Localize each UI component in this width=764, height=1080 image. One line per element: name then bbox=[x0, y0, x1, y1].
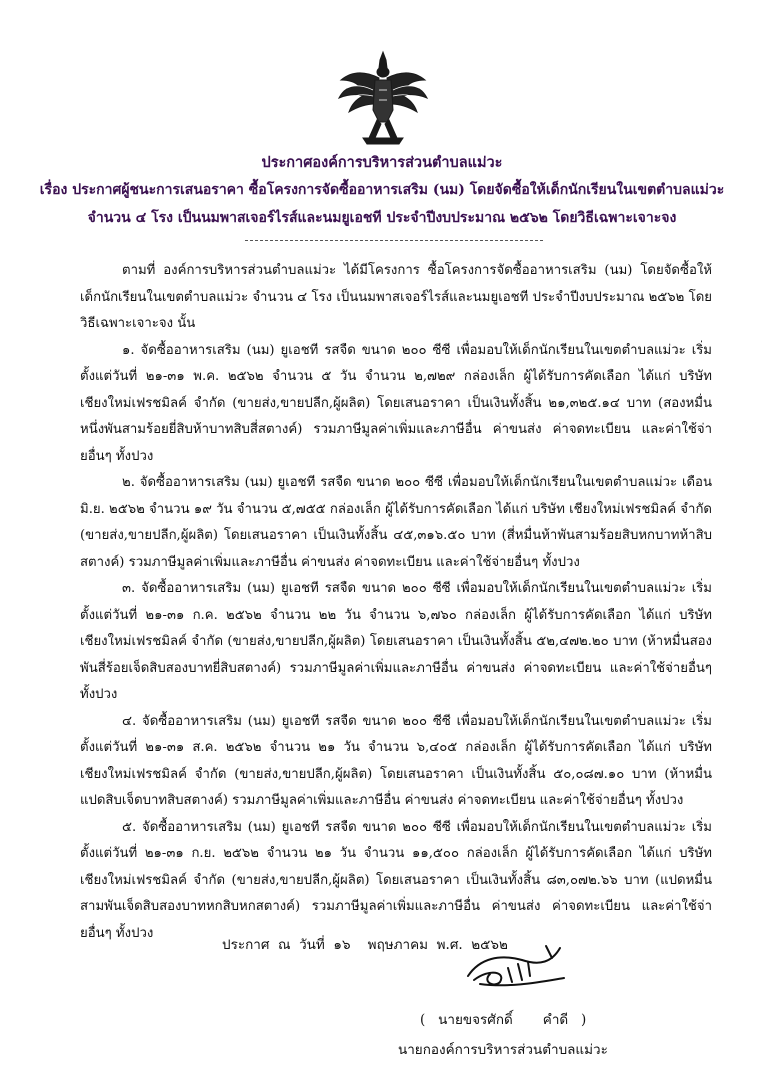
award-item-2: ๒. จัดซื้ออาหารเสริม (นม) ยูเอชที รสจืด ขนาด ๒๐๐ ซีซี เพื่อมอบให้เด็กนักเรียนในเขตตำบลแม่วะ เดือน มิ.ย. ๒๕๖๒ จำนวน ๑๙ วัน จำนวน ๕,๗๕๕ กล่องเล็ก ผู้ได้รับการคัดเลือก ได้แก่ บริษัท เชียงใหม่เฟรชมิลค์ จำกัด (ขายส่ง,ขายปลีก,ผู้ผลิต) โดยเสนอราคา เป็นเงินทั้งสิ้น ๔๕,๓๑๖.๕๐ บาท (สี่หมื่นห้าพันสามร้อยสิบหกบาทห้าสิบสตางค์) รวมภาษีมูลค่าเพิ่มและภาษีอื่น ค่าขนส่ง ค่าจดทะเบียน และค่าใช้จ่ายอื่นๆ ทั้งปวง bbox=[80, 475, 712, 570]
signer-name: ( นายขจรศักดิ์ คำดี ) bbox=[420, 1012, 587, 1028]
separator-line bbox=[245, 240, 543, 241]
announcement-heading: ประกาศองค์การบริหารส่วนตำบลแม่วะ bbox=[261, 154, 503, 171]
garuda-emblem-icon bbox=[335, 50, 431, 148]
document-body bbox=[80, 258, 712, 947]
handwritten-signature-icon bbox=[460, 938, 570, 990]
announcement-date: ประกาศ ณ วันที่ ๑๖ พฤษภาคม พ.ศ. ๒๕๖๒ bbox=[222, 937, 508, 953]
intro-paragraph: ตามที่ องค์การบริหารส่วนตำบลแม่วะ ได้มีโครงการ ซื้อโครงการจัดซื้ออาหารเสริม (นม) โดยจัดซื้อให้เด็กนักเรียนในเขตตำบลแม่วะ จำนวน ๔ โรง เป็นนมพาสเจอร์ไรส์และนมยูเอชที ประจำปีงบประมาณ ๒๕๖๒ โดยวิธีเฉพาะเจาะจง นั้น bbox=[80, 263, 712, 331]
award-item-5: ๕. จัดซื้ออาหารเสริม (นม) ยูเอชที รสจืด ขนาด ๒๐๐ ซีซี เพื่อมอบให้เด็กนักเรียนในเขตตำบลแม่วะ เริ่มตั้งแต่วันที่ ๒๑-๓๑ ก.ย. ๒๕๖๒ จำนวน ๒๑ วัน จำนวน ๑๑,๕๐๐ กล่องเล็ก ผู้ได้รับการคัดเลือก ได้แก่ บริษัท เชียงใหม่เฟรชมิลค์ จำกัด (ขายส่ง,ขายปลีก,ผู้ผลิต) โดยเสนอราคา เป็นเงินทั้งสิ้น ๘๓,๐๗๒.๖๖ บาท (แปดหมื่นสามพันเจ็ดสิบสองบาทหกสิบหกสตางค์) รวมภาษีมูลค่าเพิ่มและภาษีอื่น ค่าขนส่ง ค่าจดทะเบียน และค่าใช้จ่ายอื่นๆ ทั้งปวง bbox=[80, 819, 712, 941]
award-item-3: ๓. จัดซื้ออาหารเสริม (นม) ยูเอชที รสจืด ขนาด ๒๐๐ ซีซี เพื่อมอบให้เด็กนักเรียนในเขตตำบลแม่วะ เริ่มตั้งแต่วันที่ ๒๑-๓๑ ก.ค. ๒๕๖๒ จำนวน ๒๒ วัน จำนวน ๖,๗๖๐ กล่องเล็ก ผู้ได้รับการคัดเลือก ได้แก่ บริษัท เชียงใหม่เฟรชมิลค์ จำกัด (ขายส่ง,ขายปลีก,ผู้ผลิต) โดยเสนอราคา เป็นเงินทั้งสิ้น ๕๒,๔๗๒.๒๐ บาท (ห้าหมื่นสองพันสี่ร้อยเจ็ดสิบสองบาทยี่สิบสตางค์) รวมภาษีมูลค่าเพิ่มและภาษีอื่น ค่าขนส่ง ค่าจดทะเบียน และค่าใช้จ่ายอื่นๆ ทั้งปวง bbox=[80, 581, 712, 702]
signer-position: นายกองค์การบริหารส่วนตำบลแม่วะ bbox=[398, 1042, 608, 1058]
subject-line-1: เรื่อง ประกาศผู้ชนะการเสนอราคา ซื้อโครงการจัดซื้ออาหารเสริม (นม) โดยจัดซื้อให้เด็กนักเรียนในเขตตำบลแม่วะ bbox=[39, 182, 725, 198]
award-item-1: ๑. จัดซื้ออาหารเสริม (นม) ยูเอชที รสจืด ขนาด ๒๐๐ ซีซี เพื่อมอบให้เด็กนักเรียนในเขตตำบลแม่วะ เริ่มตั้งแต่วันที่ ๒๑-๓๑ พ.ค. ๒๕๖๒ จำนวน ๕ วัน จำนวน ๒,๗๒๙ กล่องเล็ก ผู้ได้รับการคัดเลือก ได้แก่ บริษัท เชียงใหม่เฟรชมิลค์ จำกัด (ขายส่ง,ขายปลีก,ผู้ผลิต) โดยเสนอราคา เป็นเงินทั้งสิ้น ๒๑,๓๒๕.๑๔ บาท (สองหมื่นหนึ่งพันสามร้อยยี่สิบห้าบาทสิบสี่สตางค์) รวมภาษีมูลค่าเพิ่มและภาษีอื่น ค่าขนส่ง ค่าจดทะเบียน และค่าใช้จ่ายอื่นๆ ทั้งปวง bbox=[80, 342, 712, 464]
subject-line-2: จำนวน ๔ โรง เป็นนมพาสเจอร์ไรส์และนมยูเอชที ประจำปีงบประมาณ ๒๕๖๒ โดยวิธีเฉพาะเจาะจง bbox=[87, 210, 677, 226]
award-item-4: ๔. จัดซื้ออาหารเสริม (นม) ยูเอชที รสจืด ขนาด ๒๐๐ ซีซี เพื่อมอบให้เด็กนักเรียนในเขตตำบลแม่วะ เริ่มตั้งแต่วันที่ ๒๑-๓๑ ส.ค. ๒๕๖๒ จำนวน ๒๑ วัน จำนวน ๖,๔๐๕ กล่องเล็ก ผู้ได้รับการคัดเลือก ได้แก่ บริษัท เชียงใหม่เฟรชมิลค์ จำกัด (ขายส่ง,ขายปลีก,ผู้ผลิต) โดยเสนอราคา เป็นเงินทั้งสิ้น ๕๐,๐๘๗.๑๐ บาท (ห้าหมื่นแปดสิบเจ็ดบาทสิบสตางค์) รวมภาษีมูลค่าเพิ่มและภาษีอื่น ค่าขนส่ง ค่าจดทะเบียน และค่าใช้จ่ายอื่นๆ ทั้งปวง bbox=[80, 713, 712, 808]
